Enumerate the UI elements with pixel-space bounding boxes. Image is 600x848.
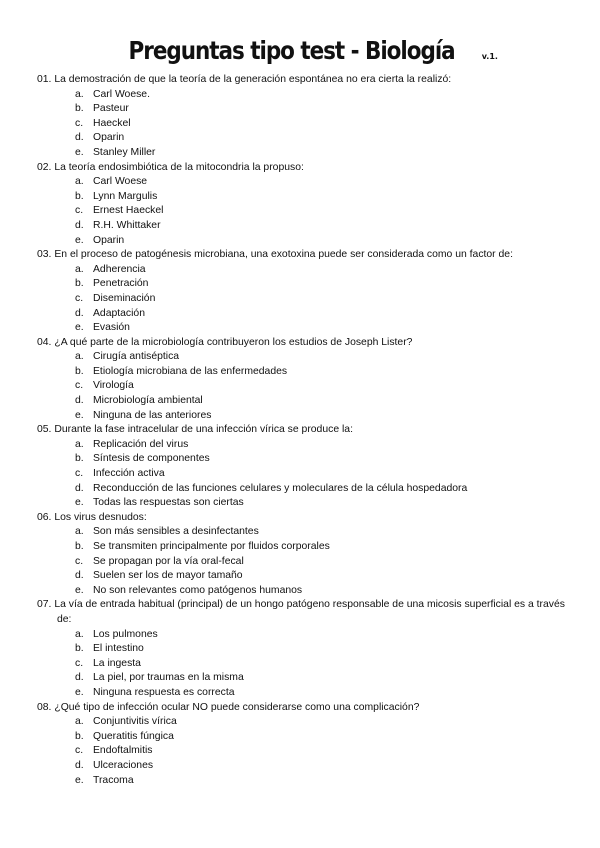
option-list [37, 350, 572, 423]
option-item [37, 671, 572, 686]
option-letter: c. [75, 657, 84, 669]
option-item [37, 438, 572, 453]
question-number: 01. [37, 74, 52, 85]
option-text: Reconducción de las funciones celulares y moleculares de la célula hospedadora [93, 482, 468, 494]
option-text: Queratitis fúngica [93, 730, 174, 742]
option-list [37, 88, 572, 161]
option-text: Carl Woese. [93, 88, 150, 100]
question-statement: En el proceso de patogénesis microbiana, una exotoxina puede ser considerada como un factor de: [54, 249, 513, 261]
option-list [37, 525, 572, 598]
option-text: R.H. Whittaker [93, 219, 161, 231]
question-text [37, 598, 572, 627]
option-text: Adherencia [93, 263, 146, 275]
option-item [37, 394, 572, 409]
option-list [37, 175, 572, 248]
option-letter: b. [75, 453, 84, 465]
option-item [37, 277, 572, 292]
option-item [37, 482, 572, 497]
option-text: Síntesis de componentes [93, 453, 210, 465]
option-text: Evasión [93, 322, 130, 334]
question-block [37, 161, 572, 249]
option-list [37, 715, 572, 788]
option-text: Se propagan por la vía oral-fecal [93, 555, 244, 567]
option-item [37, 263, 572, 278]
option-item [37, 146, 572, 161]
option-item [37, 307, 572, 322]
option-text: No son relevantes como patógenos humanos [93, 584, 303, 596]
option-letter: c. [75, 117, 84, 129]
option-text: Oparin [93, 132, 125, 144]
option-text: Adaptación [93, 307, 145, 319]
option-letter: d. [75, 570, 84, 582]
question-number: 07. [37, 599, 52, 611]
option-text: Etiología microbiana de las enfermedades [93, 365, 288, 377]
option-text: Penetración [93, 278, 149, 290]
option-letter: c. [75, 380, 84, 392]
option-letter: e. [75, 322, 84, 334]
option-item [37, 292, 572, 307]
option-text: Suelen ser los de mayor tamaño [93, 570, 243, 582]
option-letter: e. [75, 409, 84, 421]
option-item [37, 102, 572, 117]
option-item [37, 584, 572, 599]
option-letter: b. [75, 278, 84, 290]
question-statement: La demostración de que la teoría de la generación espontánea no era cierta la realizó: [54, 74, 452, 85]
option-letter: a. [75, 526, 84, 538]
question-block [37, 73, 572, 161]
option-letter: e. [75, 497, 84, 509]
option-text: Son más sensibles a desinfectantes [93, 526, 259, 538]
option-item [37, 350, 572, 365]
option-text: Ulceraciones [93, 759, 154, 771]
option-text: Haeckel [93, 117, 131, 129]
option-text: Ernest Haeckel [93, 205, 164, 217]
option-item [37, 131, 572, 146]
option-item [37, 496, 572, 511]
option-letter: d. [75, 307, 84, 319]
page-title [0, 36, 600, 65]
option-item [37, 628, 572, 643]
option-text: Carl Woese [93, 176, 148, 188]
option-item [37, 88, 572, 103]
option-text: Replicación del virus [93, 438, 189, 450]
option-item [37, 744, 572, 759]
option-item [37, 759, 572, 774]
question-text [37, 73, 572, 88]
option-letter: c. [75, 205, 84, 217]
title-main: Preguntas tipo test - Biología [128, 36, 455, 65]
option-list [37, 438, 572, 511]
option-list [37, 263, 572, 336]
option-text: Virología [93, 380, 134, 392]
question-statement: La teoría endosimbiótica de la mitocondria la propuso: [54, 161, 304, 173]
option-item [37, 409, 572, 424]
question-number: 06. [37, 511, 52, 523]
option-item [37, 774, 572, 789]
question-text [37, 248, 572, 263]
option-text: Ninguna de las anteriores [93, 409, 212, 421]
option-item [37, 117, 572, 132]
option-text: Stanley Miller [93, 146, 156, 158]
option-letter: d. [75, 482, 84, 494]
option-letter: d. [75, 219, 84, 231]
question-block [37, 511, 572, 599]
option-text: La ingesta [93, 657, 141, 669]
question-text [37, 161, 572, 176]
option-item [37, 569, 572, 584]
option-item [37, 657, 572, 672]
question-block [37, 423, 572, 511]
option-letter: a. [75, 438, 84, 450]
question-block [37, 248, 572, 336]
option-item [37, 379, 572, 394]
title-version: v.1. [481, 52, 498, 61]
option-item [37, 219, 572, 234]
option-text: Conjuntivitis vírica [93, 716, 177, 728]
option-text: Diseminación [93, 292, 156, 304]
option-item [37, 540, 572, 555]
question-text [37, 511, 572, 526]
option-letter: e. [75, 584, 84, 596]
question-number: 08. [37, 701, 52, 713]
option-item [37, 190, 572, 205]
question-text [37, 336, 572, 351]
question-number: 02. [37, 161, 52, 173]
option-text: Microbiología ambiental [93, 395, 203, 407]
option-letter: b. [75, 730, 84, 742]
option-letter: b. [75, 103, 84, 115]
question-block [37, 336, 572, 424]
option-item [37, 686, 572, 701]
option-letter: e. [75, 234, 84, 246]
option-letter: d. [75, 132, 84, 144]
option-text: El intestino [93, 643, 144, 655]
option-letter: d. [75, 759, 84, 771]
option-item [37, 204, 572, 219]
option-letter: c. [75, 745, 84, 757]
option-letter: d. [75, 672, 84, 684]
option-letter: a. [75, 716, 84, 728]
question-statement: ¿Qué tipo de infección ocular NO puede considerarse como una complicación? [54, 701, 420, 713]
option-letter: a. [75, 176, 84, 188]
question-block [37, 598, 572, 700]
option-text: Lynn Margulis [93, 190, 158, 202]
option-item [37, 730, 572, 745]
option-text: Tracoma [93, 774, 134, 786]
question-statement: Los virus desnudos: [54, 511, 147, 523]
option-item [37, 234, 572, 249]
question-list [37, 73, 572, 788]
option-letter: e. [75, 774, 84, 786]
option-letter: c. [75, 468, 84, 480]
question-number: 05. [37, 424, 52, 436]
question-number: 03. [37, 249, 52, 261]
option-letter: c. [75, 292, 84, 304]
option-letter: c. [75, 555, 84, 567]
option-item [37, 365, 572, 380]
question-statement: La vía de entrada habitual (principal) de un hongo patógeno responsable de una micosis superficial es a través de: [54, 599, 565, 625]
option-letter: a. [75, 88, 84, 100]
question-statement: Durante la fase intracelular de una infección vírica se produce la: [54, 424, 353, 436]
question-block [37, 701, 572, 789]
option-text: Ninguna respuesta es correcta [93, 686, 235, 698]
option-item [37, 642, 572, 657]
option-text: Se transmiten principalmente por fluidos corporales [93, 541, 330, 552]
option-letter: b. [75, 541, 84, 552]
option-item [37, 555, 572, 570]
option-text: Oparin [93, 234, 125, 246]
question-text [37, 701, 572, 716]
option-letter: b. [75, 643, 84, 655]
question-number: 04. [37, 336, 52, 348]
option-item [37, 452, 572, 467]
option-item [37, 715, 572, 730]
option-text: Los pulmones [93, 628, 158, 640]
option-text: Pasteur [93, 103, 129, 115]
option-letter: a. [75, 351, 84, 363]
option-item [37, 321, 572, 336]
option-letter: b. [75, 190, 84, 202]
option-letter: a. [75, 628, 84, 640]
option-letter: e. [75, 146, 84, 158]
option-item [37, 175, 572, 190]
option-letter: a. [75, 263, 84, 275]
option-letter: e. [75, 686, 84, 698]
option-item [37, 467, 572, 482]
option-text: La piel, por traumas en la misma [93, 672, 244, 684]
question-statement: ¿A qué parte de la microbiología contribuyeron los estudios de Joseph Lister? [54, 336, 413, 348]
option-text: Endoftalmitis [93, 745, 153, 757]
option-list [37, 628, 572, 701]
option-text: Infección activa [93, 468, 165, 480]
option-item [37, 525, 572, 540]
question-text [37, 423, 572, 438]
option-text: Cirugía antiséptica [93, 351, 180, 363]
option-letter: d. [75, 395, 84, 407]
option-letter: b. [75, 365, 84, 377]
option-text: Todas las respuestas son ciertas [93, 497, 244, 509]
